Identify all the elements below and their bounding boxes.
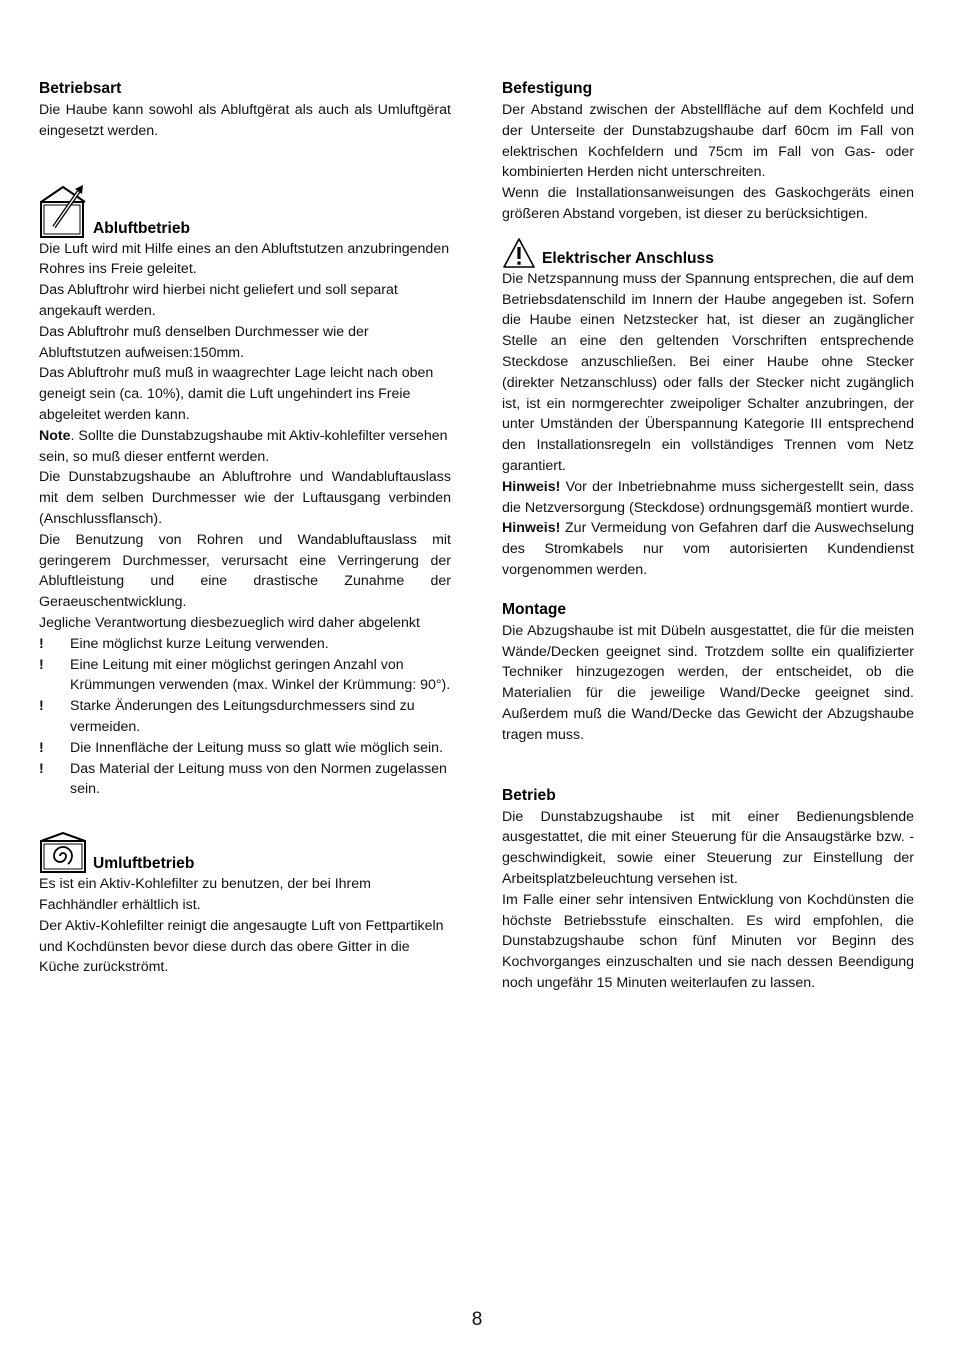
right-column <box>502 78 914 994</box>
section-befestigung <box>502 78 914 225</box>
betrieb-p2: Im Falle einer sehr intensiven Entwicklung von Kochdünsten die höchste Betriebsstufe einschalten. Es wird empfohlen, die Dunstabzugshaube schon fünf Minuten vor Beginn des Kochvorganges einzuschalten und sie nach dessen Beendigung noch ungefähr 15 Minuten weiterlaufen zu lassen. <box>502 891 914 991</box>
exclamation-mark: ! <box>39 739 44 756</box>
exclamation-mark: ! <box>39 760 44 777</box>
heading-befestigung: Befestigung <box>502 80 593 97</box>
heading-montage: Montage <box>502 600 567 618</box>
elektrisch-p1: Die Netzspannung muss der Spannung entsprechen, die auf dem Betriebsdatenschild im Innern der Haube angegeben ist. Sofern die Haube einen Netzstecker hat, ist dieser an zugänglicher Stelle an eine den geltenden Vorschriften entsprechende Steckdose anzuschließen. Bei einer Haube ohne Stecker (direkter Netzanschluss) oder falls der Stecker nicht zugänglich ist, ist ein normgerechter zweipoliger Schalter anzubringen, der unter Umständen der Überspannung Kategorie III entsprechend den Installationsregeln ein vollständiges Trennen vom Netz garantiert. <box>502 270 914 474</box>
abluft-p4: Das Abluftrohr muß muß in waagrechter Lage leicht nach oben geneigt sein (ca. 10%), damit die Luft ungehindert ins Freie abgeleitet werden kann. <box>39 365 434 423</box>
heading-umluftbetrieb: Umluftbetrieb <box>93 855 195 873</box>
note-text: . Sollte die Dunstabzugshaube mit Aktiv-kohlefilter versehen sein, so muß dieser entfernt werden. <box>39 427 448 465</box>
umluftbetrieb-heading-row <box>39 832 451 874</box>
abluft-note <box>39 426 451 468</box>
hinweis-label: Hinweis! <box>502 478 561 495</box>
exclamation-mark: ! <box>39 656 44 673</box>
abluft-p5: Die Dunstabzugshaube an Abluftrohre und Wandabluftauslass mit dem selben Durchmesser wie der Luftausgang verbinden (Anschlussflansch). <box>39 469 451 527</box>
betrieb-p1: Die Dunstabzugshaube ist mit einer Bedienungsblende ausgestattet, die mit einer Steuerung für die Ansaugstärke bzw. -geschwindigkeit, sowie einer Steuerung zur Einstellung der Arbeitsplatzbeleuchtung versehen ist. <box>502 808 914 887</box>
page-number: 8 <box>471 1309 483 1330</box>
umluft-p2: Der Aktiv-Kohlefilter reinigt die angesaugte Luft von Fettpartikeln und Kochdünsten bevor diese durch das obere Gitter in die Küche zurückströmt. <box>39 917 444 976</box>
exclamation-mark: ! <box>39 698 44 715</box>
recirculation-house-icon <box>39 832 87 874</box>
list-item: ! Eine Leitung mit einer möglichst geringen Anzahl von Krümmungen verwenden (max. Winkel der Krümmung: 90°). <box>39 656 451 694</box>
section-betriebsart <box>39 78 451 142</box>
elektrisch-hinweis-2: Hinweis! Zur Vermeidung von Gefahren darf die Auswechselung des Stromkabels nur vom autorisierten Kundendienst vorgenommen werden. <box>502 520 914 578</box>
abluftbetrieb-heading-row <box>39 185 451 239</box>
elektrischer-anschluss-heading-row <box>502 237 914 269</box>
abluft-bullet-list <box>39 634 451 800</box>
list-item: ! Starke Änderungen des Leitungsdurchmessers sind zu vermeiden. <box>39 698 415 735</box>
list-item: ! Das Material der Leitung muss von den Normen zugelassen sein. <box>39 760 447 798</box>
exclamation-mark: ! <box>39 635 44 652</box>
list-item: ! Eine möglichst kurze Leitung verwenden. <box>39 634 451 655</box>
heading-betriebsart: Betriebsart <box>39 80 122 97</box>
heading-abluftbetrieb: Abluftbetrieb <box>93 219 191 237</box>
umluft-p1: Es ist ein Aktiv-Kohlefilter zu benutzen, der bei Ihrem Fachhändler erhältlich ist. <box>39 876 371 913</box>
heading-elektrischer-anschluss: Elektrischer Anschluss <box>542 249 714 267</box>
heading-betrieb: Betrieb <box>502 786 556 804</box>
abluft-p3: Das Abluftrohr muß denselben Durchmesser wie der Abluftstutzen aufweisen:150mm. <box>39 323 369 361</box>
elektrisch-hinweis-1: Hinweis! Vor der Inbetriebnahme muss sichergestellt sein, dass die Netzversorgung (Steckdose) ordnungsgemäß montiert wurde. <box>502 478 914 516</box>
montage-p1: Die Abzugshaube ist mit Dübeln ausgestattet, die für die meisten Wände/Decken geeignet sind. Trotzdem sollte ein qualifizierter Techniker hinzugezogen werden, der entscheidet, ob die Materialien für die jeweilige Wand/Decke geeignet sind. Außerdem muß die Wand/Decke das Gewicht der Abzugshaube tragen muss. <box>502 622 914 743</box>
abluft-p6: Die Benutzung von Rohren und Wandabluftauslass mit geringerem Durchmesser, verursacht eine Verringerung der Abluftleistung und eine drastische Zunahme der Geraeuschentwicklung. <box>39 531 451 611</box>
abluft-p7: Jegliche Verantwortung diesbezueglich wird daher abgelenkt <box>39 614 420 631</box>
left-column <box>39 78 451 978</box>
section-betrieb <box>502 785 914 994</box>
exhaust-house-icon <box>39 185 87 239</box>
section-umluftbetrieb <box>39 832 451 978</box>
hinweis-label: Hinweis! <box>502 520 561 537</box>
befestigung-p2: Wenn die Installationsanweisungen des Gaskochgeräts einen größeren Abstand vorgeben, ist dieser zu berücksichtigen. <box>502 185 914 222</box>
list-item: ! Die Innenfläche der Leitung muss so glatt wie möglich sein. <box>39 738 451 759</box>
abluft-p2: Das Abluftrohr wird hierbei nicht geliefert und soll separat angekauft werden. <box>39 282 398 319</box>
note-label: Note <box>39 427 71 444</box>
warning-triangle-icon <box>502 237 536 269</box>
section-abluftbetrieb <box>39 185 451 801</box>
befestigung-p1: Der Abstand zwischen der Abstellfläche auf dem Kochfeld und der Unterseite der Dunstabzugshaube darf 60cm im Fall von elektrischen Kochfeldern und 75cm im Fall von Gas- oder kombinierten Herden nicht unterschreiten. <box>502 102 914 181</box>
section-elektrischer-anschluss <box>502 237 914 581</box>
abluft-p1: Die Luft wird mit Hilfe eines an den Abluftstutzen anzubringenden Rohres ins Freie geleitet. <box>39 240 450 278</box>
section-montage <box>502 599 914 746</box>
betriebsart-text: Die Haube kann sowohl als Abluftgërat als auch als Umluftgërat eingesetzt werden. <box>39 102 451 139</box>
